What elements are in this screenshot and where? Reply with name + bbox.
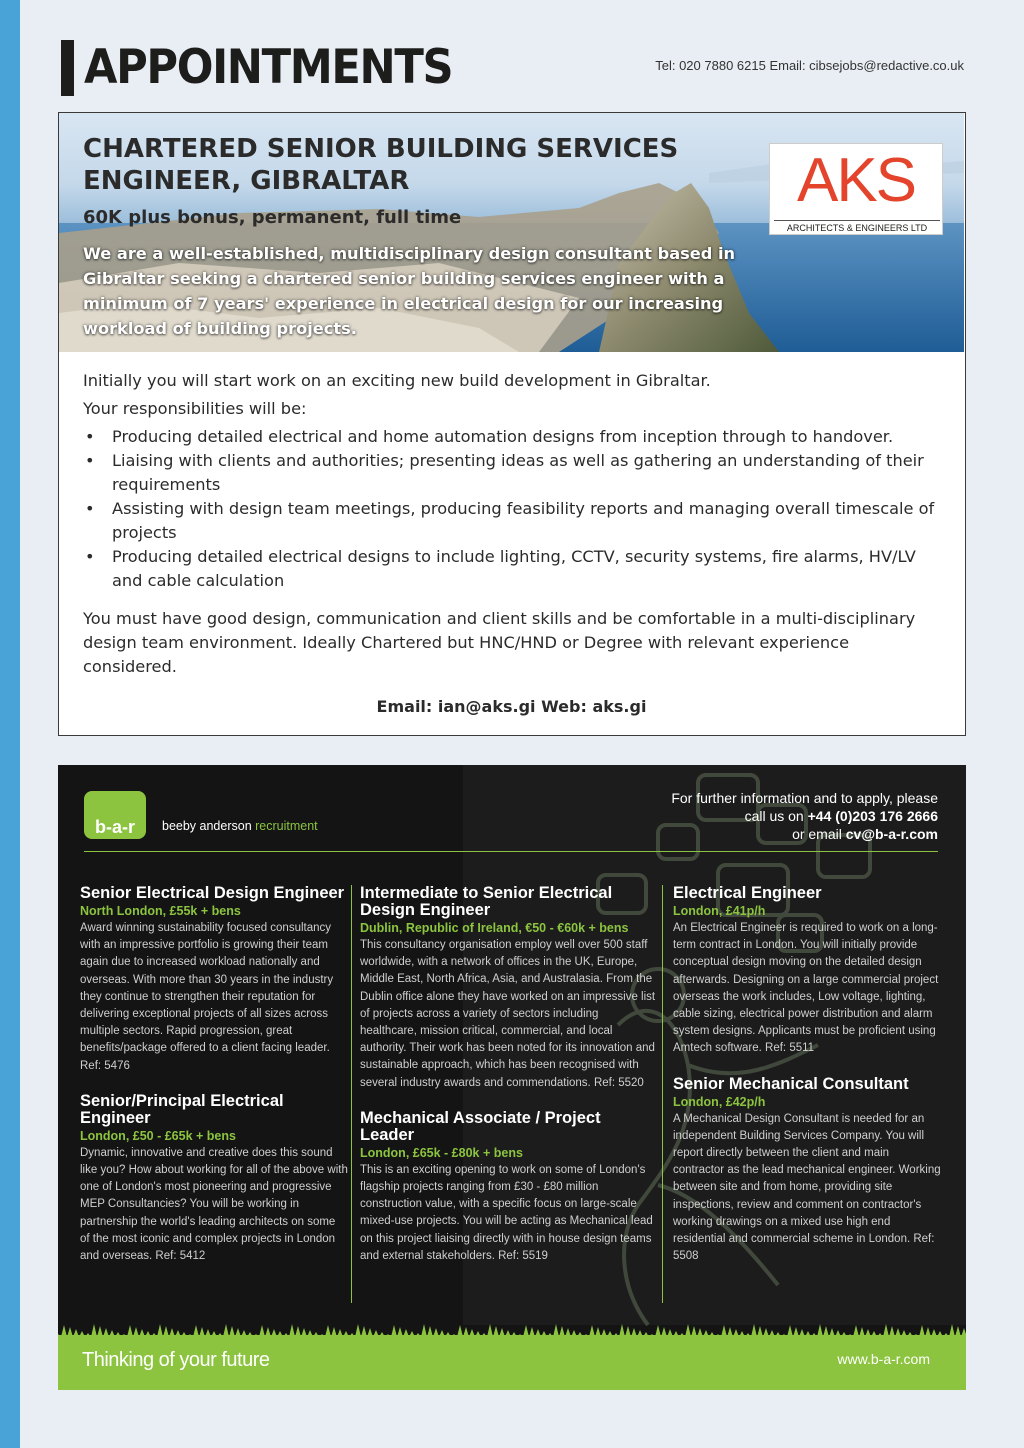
list-item: • Assisting with design team meetings, producing feasibility reports and managing overall timescale of projects [83,497,943,545]
job-column-1 [80,885,348,1283]
job-listing-title: Senior Electrical Design Engineer [80,884,345,902]
list-item: • Liaising with clients and authorities; presenting ideas as well as gathering an understanding of their requirements [83,449,943,497]
job-listing-title: Senior Mechanical Consultant [673,1074,909,1093]
job-listing-title: Senior/Principal Electrical Engineer [80,1091,284,1127]
bar-logo-mark: b-a-r [84,791,146,839]
job-listing-title: Mechanical Associate / Project Leader [360,1108,601,1144]
job-listing [673,885,943,1058]
job-listing-description: Award winning sustainability focused consultancy with an impressive portfolio is growing their team again due to increased workload nationally and overseas. With more than 30 years in the industry they continue to strengthen their reputation for delivering exceptional projects of all sizes across multiple sectors. Rapid progression, great benefits/package offered to a client facing leader. Ref: 5476 [80,922,334,1072]
page-title: APPOINTMENTS [84,40,453,95]
job-body [83,369,943,683]
logo-name-green: recruitment [255,819,318,833]
header-contact: Tel: 020 7880 6215 Email: cibsejobs@redactive.co.uk [655,58,964,73]
job-listing-description: A Mechanical Design Consultant is needed for an independent Building Services Company. You will report directly between the client and main contractor as the lead mechanical engineer. Working between site and from home, providing site inspections, review and comment on contractor's working drawings on a mixed use high end residential and commercial scheme in London. Ref: 5508 [673,1112,941,1263]
job-title: CHARTERED SENIOR BUILDING SERVICES ENGINEER, GIBRALTAR [83,134,679,196]
aks-contact[interactable]: Email: ian@aks.gi Web: aks.gi [376,697,647,716]
job-listing-location: London, £65k - £80k + bens [360,1145,523,1160]
bar-tagline: Thinking of your future [82,1349,270,1371]
job-listing [360,885,656,1092]
job-listing [80,1093,348,1265]
column-divider [351,885,352,1303]
job-column-3 [673,885,943,1283]
aks-logo-mark: AKS [796,146,916,215]
job-listing-location: North London, £55k + bens [80,904,241,918]
apply-phone[interactable]: +44 (0)203 176 2666 [807,808,938,824]
job-intro: We are a well-established, multidisciplinary design consultant based in Gibraltar seeking a chartered senior building services engineer with a minimum of 7 years' experience in electrical design for our increasing workload of building projects. [83,244,736,338]
bar-logo-name [162,819,318,833]
divider [84,851,938,852]
job-listing [80,885,348,1075]
bar-advert [58,765,966,1390]
responsibilities-list [83,425,943,593]
apply-line-2 [671,807,938,825]
job-listing-description: An Electrical Engineer is required to work on a long-term contract in London. You will initially provide conceptual design moving on the detailed design afterwards. Designing on a large commercial project overseas the work includes, Low voltage, lighting, cable sizing, electrical power distribution and alarm system designs. Applicants must be proficient using Amtech software. Ref: 5511 [673,922,939,1055]
job-listing-description: This is an exciting opening to work on some of London's flagship projects ranging from £30 - £80 million construction value, with a specific focus on large-scale mixed-use projects. You will be acting as Mechanical lead on this project liaising directly with in house design teams and external stakeholders. Ref: 5519 [360,1163,653,1262]
list-item: • Producing detailed electrical designs to include lighting, CCTV, security systems, fire alarms, HV/LV and cable calculation [83,545,943,593]
section-marker [61,40,74,96]
job-listing-description: Dynamic, innovative and creative does this sound like you? How about working for all of the above with one of London's most pioneering and progressive MEP Consultancies? You will be working in partnership the world's leading architects on some of the most iconic and complex projects in London and overseas. Ref: 5412 [80,1146,348,1263]
page-edge-band [0,0,20,1448]
job-lead: Initially you will start work on an exciting new build development in Gibraltar. [83,371,711,390]
apply-email[interactable]: cv@b-a-r.com [845,826,938,842]
aks-logo [769,143,943,235]
job-listing-location: London, £42p/h [673,1094,766,1109]
job-listing [673,1076,943,1266]
apply-line-1: For further information and to apply, please [671,790,938,806]
apply-line-3 [671,825,938,843]
job-listing-title: Electrical Engineer [673,884,822,902]
job-listing-title: Intermediate to Senior Electrical Design Engineer [360,884,613,919]
logo-name-white: beeby anderson [162,819,252,833]
bar-website-link[interactable]: www.b-a-r.com [837,1351,930,1367]
list-item: • Producing detailed electrical and home automation designs from inception through to handover. [83,425,943,449]
apply-call-prefix: call us on [744,808,804,824]
job-listing-description: This consultancy organisation employ well over 500 staff worldwide, with a network of offices in the UK, Europe, Middle East, North Africa, Asia, and Australasia. From the Dublin office alone they have worked on an impressive list of projects across a variety of sectors including healthcare, mission critical, commercial, and local authority. Their work has been noted for its innovation and sustainable approach, which has been recognised with several industry awards and commendations. Ref: 5520 [360,939,656,1089]
aks-advert [58,112,966,736]
responsibilities-heading: Your responsibilities will be: [83,399,307,418]
job-listing-location: London, £50 - £65k + bens [80,1128,236,1143]
aks-logo-subtitle: ARCHITECTS & ENGINEERS LTD [774,220,940,233]
job-salary: 60K plus bonus, permanent, full time [83,207,462,228]
job-column-2 [360,885,656,1283]
column-divider [662,885,663,1303]
job-listing-location: Dublin, Republic of Ireland, €50 - €60k + bens [360,921,629,935]
job-listing [360,1110,656,1265]
apply-email-prefix: or email [792,826,842,842]
job-listing-location: London, £41p/h [673,904,766,918]
job-requirements: You must have good design, communication and client skills and be comfortable in a multi-disciplinary design team environment. Ideally Chartered but HNC/HND or Degree with relevant experience considered. [83,609,916,676]
apply-info [671,789,938,843]
